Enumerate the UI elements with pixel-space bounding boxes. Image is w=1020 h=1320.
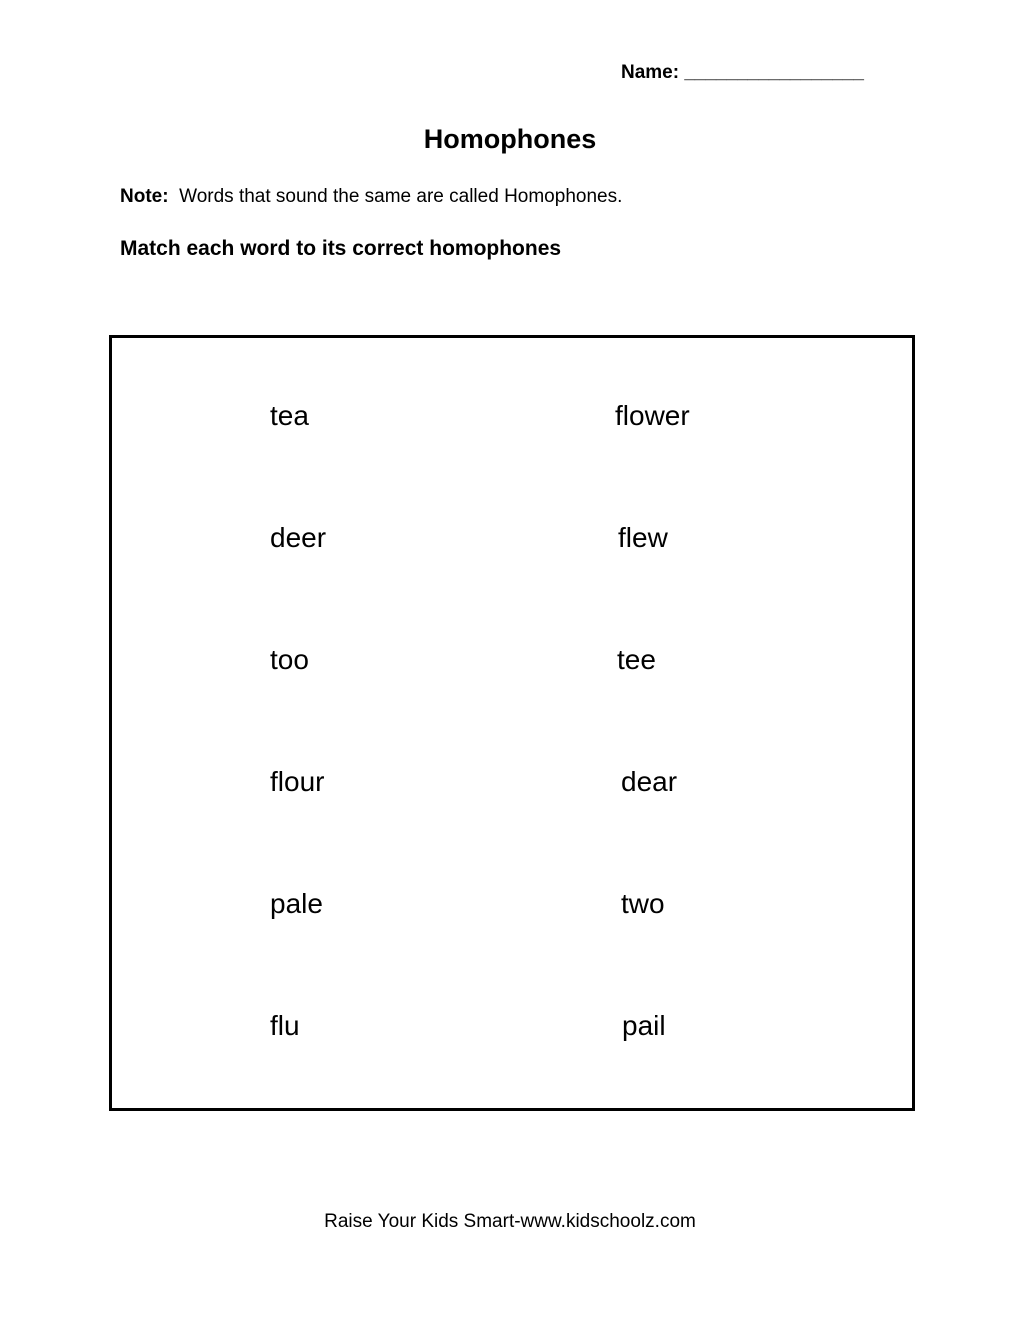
- right-word-1[interactable]: flower: [615, 400, 690, 431]
- right-word-5[interactable]: two: [621, 888, 665, 919]
- note: [120, 186, 622, 208]
- left-word-4[interactable]: flour: [270, 766, 325, 797]
- right-word-2[interactable]: flew: [618, 522, 668, 553]
- left-word-1[interactable]: tea: [270, 400, 309, 431]
- left-word-3[interactable]: too: [270, 644, 309, 675]
- instruction-text: Match each word to its correct homophones: [120, 237, 562, 260]
- footer-text: Raise Your Kids Smart-www.kidschoolz.com: [324, 1211, 696, 1232]
- right-word-4[interactable]: dear: [621, 766, 678, 797]
- name-field: [621, 62, 864, 84]
- left-word-6[interactable]: flu: [270, 1010, 300, 1041]
- left-word-5[interactable]: pale: [270, 888, 323, 919]
- left-word-2[interactable]: deer: [270, 522, 327, 553]
- page-title: Homophones: [423, 124, 597, 154]
- right-word-3[interactable]: tee: [617, 644, 656, 675]
- right-word-6[interactable]: pail: [622, 1010, 666, 1041]
- name-blank-line[interactable]: _________________: [684, 62, 864, 83]
- matching-box: [109, 335, 915, 1111]
- note-label: Note:: [120, 186, 169, 207]
- note-text: Words that sound the same are called Homophones.: [179, 186, 623, 207]
- name-label: Name:: [621, 62, 680, 83]
